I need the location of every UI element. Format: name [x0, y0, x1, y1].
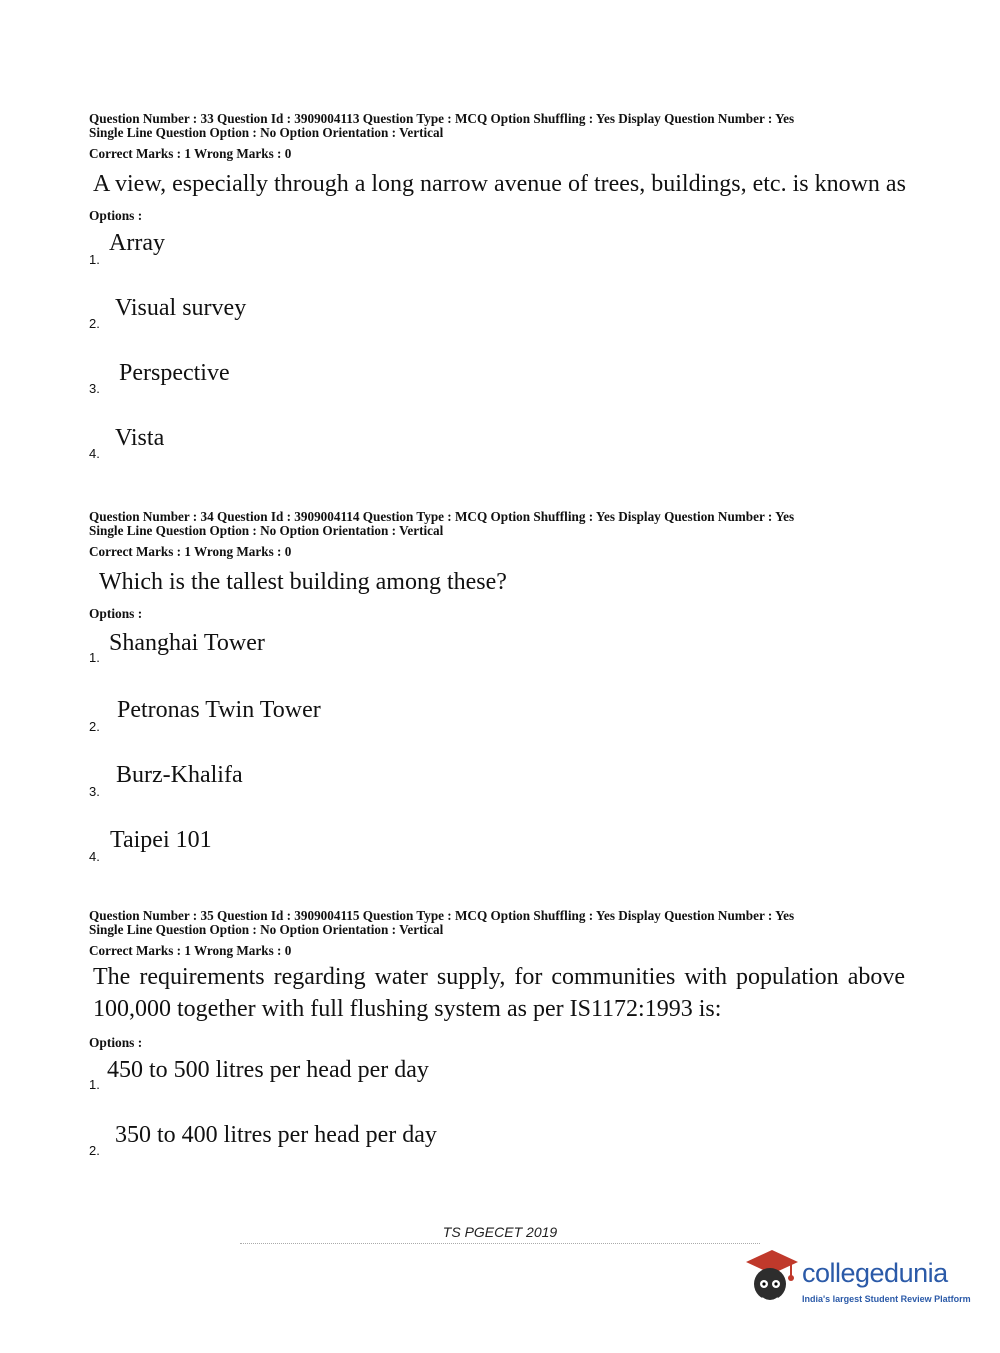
option-item — [89, 295, 919, 360]
option-item — [89, 230, 919, 295]
logo-brand-text: collegedunia — [802, 1258, 948, 1288]
question-text: The requirements regarding water supply, for communities with population above 100,000 together with full flushing system as per IS1172:1993 is: — [93, 964, 905, 1022]
option-number: 4. — [89, 849, 100, 864]
option-number: 2. — [89, 1143, 100, 1158]
graduation-cap-mascot-icon — [742, 1248, 800, 1312]
options-label: Options : — [89, 606, 143, 621]
option-item — [89, 691, 919, 758]
question-meta-line1: Question Number : 35 Question Id : 3909004115 Question Type : MCQ Option Shuffling : Yes Display Question Number : Yes — [89, 908, 795, 923]
page-footer: TS PGECET 2019 — [442, 1224, 558, 1240]
footer-divider — [240, 1243, 760, 1244]
option-number: 3. — [89, 381, 100, 396]
logo-tagline: India's largest Student Review Platform — [802, 1294, 971, 1304]
option-text: Burz-Khalifa — [116, 762, 243, 788]
option-text: Petronas Twin Tower — [117, 697, 321, 723]
question-meta-line2: Single Line Question Option : No Option Orientation : Vertical — [89, 523, 444, 538]
question-meta-line1: Question Number : 33 Question Id : 3909004113 Question Type : MCQ Option Shuffling : Yes Display Question Number : Yes — [89, 111, 795, 126]
question-marks: Correct Marks : 1 Wrong Marks : 0 — [89, 544, 292, 559]
option-number: 2. — [89, 719, 100, 734]
question-marks: Correct Marks : 1 Wrong Marks : 0 — [89, 943, 292, 958]
collegedunia-logo — [742, 1246, 972, 1316]
option-text: Array — [109, 230, 165, 256]
question-meta-line1: Question Number : 34 Question Id : 3909004114 Question Type : MCQ Option Shuffling : Yes Display Question Number : Yes — [89, 509, 795, 524]
option-text: Shanghai Tower — [109, 630, 265, 656]
option-item — [89, 1053, 919, 1118]
option-number: 1. — [89, 650, 100, 665]
option-text: Vista — [115, 425, 165, 451]
question-block-33 — [89, 112, 919, 490]
options-label: Options : — [89, 1035, 143, 1050]
option-text: 350 to 400 litres per head per day — [115, 1122, 437, 1148]
option-item — [89, 360, 919, 425]
question-text: Which is the tallest building among these? — [99, 569, 507, 595]
question-block-34 — [89, 510, 919, 888]
option-item — [89, 1118, 919, 1183]
question-meta-line2: Single Line Question Option : No Option Orientation : Vertical — [89, 922, 444, 937]
option-text: Visual survey — [115, 295, 247, 321]
option-item — [89, 425, 919, 490]
question-meta-line2: Single Line Question Option : No Option Orientation : Vertical — [89, 125, 444, 140]
option-number: 3. — [89, 784, 100, 799]
option-number: 1. — [89, 1077, 100, 1092]
question-text: A view, especially through a long narrow avenue of trees, buildings, etc. is known as — [93, 171, 906, 197]
option-number: 2. — [89, 316, 100, 331]
options-label: Options : — [89, 208, 143, 223]
option-item — [89, 758, 919, 823]
option-number: 4. — [89, 446, 100, 461]
option-text: Taipei 101 — [110, 827, 212, 853]
option-item — [89, 823, 919, 888]
option-text: Perspective — [119, 360, 230, 386]
option-item — [89, 626, 919, 691]
option-number: 1. — [89, 252, 100, 267]
question-marks: Correct Marks : 1 Wrong Marks : 0 — [89, 146, 292, 161]
question-block-35 — [89, 909, 919, 1183]
option-text: 450 to 500 litres per head per day — [107, 1057, 429, 1083]
